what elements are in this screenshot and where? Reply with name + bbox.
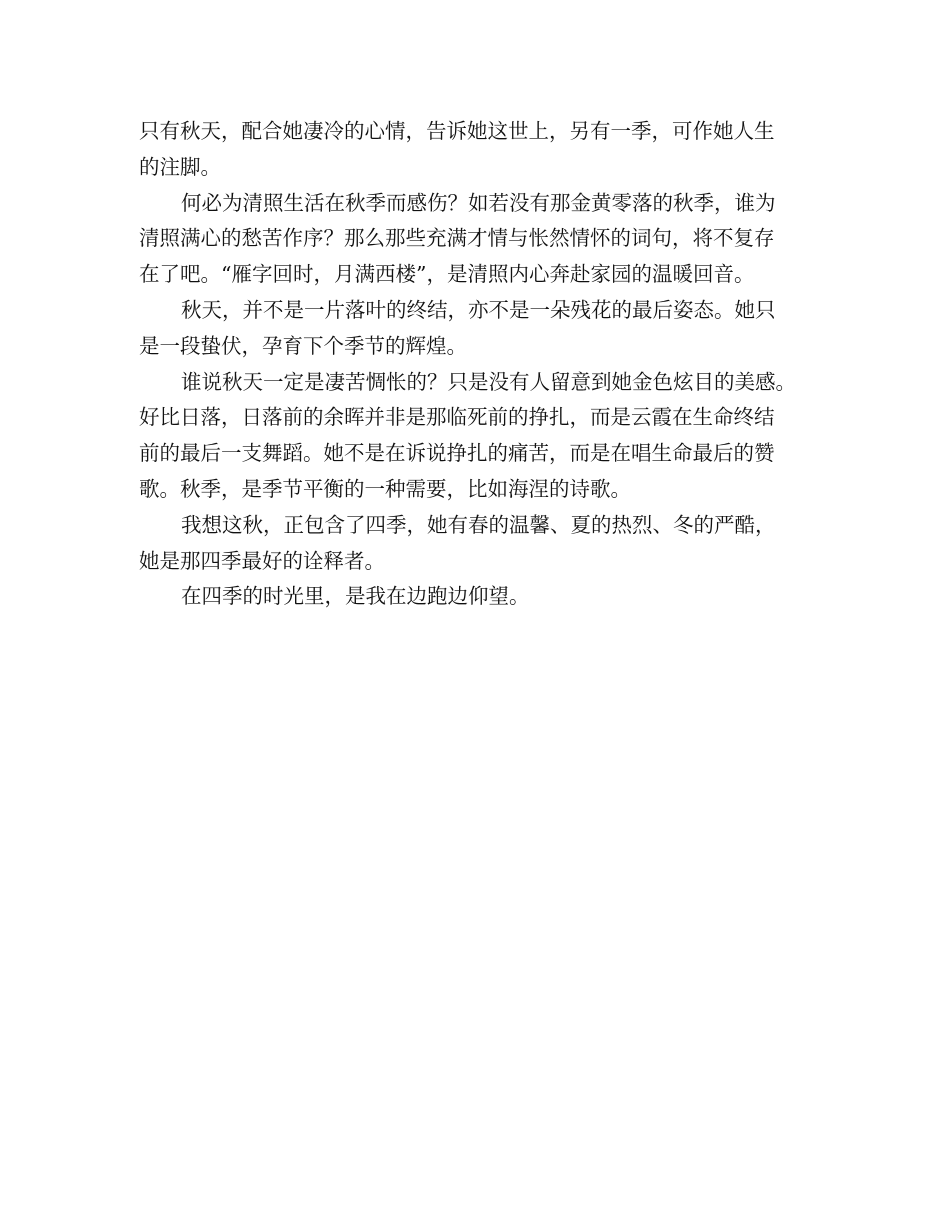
text-line: 歌。秋季，是季节平衡的一种需要，比如海涅的诗歌。 (139, 476, 631, 501)
text-line: 是一段蛰伏，孕育下个季节的辉煌。 (139, 333, 467, 358)
text-line: 谁说秋天一定是凄苦惆怅的？只是没有人留意到她金色炫目的美感。 (181, 369, 796, 394)
text-line: 好比日落，日落前的余晖并非是那临死前的挣扎，而是云霞在生命终结 (139, 405, 775, 430)
text-line: 前的最后一支舞蹈。她不是在诉说挣扎的痛苦，而是在唱生命最后的赞 (139, 441, 775, 466)
text-line: 在四季的时光里，是我在边跑边仰望。 (181, 584, 530, 609)
text-line: 何必为清照生活在秋季而感伤？如若没有那金黄零落的秋季，谁为 (181, 190, 776, 215)
text-line: 在了吧。“雁字回时，月满西楼”，是清照内心奔赴家园的温暖回音。 (139, 262, 755, 287)
text-line: 清照满心的愁苦作序？那么那些充满才情与怅然情怀的词句，将不复存 (139, 226, 775, 251)
body-text (139, 114, 814, 615)
text-line: 我想这秋，正包含了四季，她有春的温馨、夏的热烈、冬的严酷， (181, 512, 776, 537)
text-line: 的注脚。 (139, 154, 221, 179)
text-line: 只有秋天，配合她凄冷的心情，告诉她这世上，另有一季，可作她人生 (139, 119, 775, 143)
text-line: 秋天，并不是一片落叶的终结，亦不是一朵残花的最后姿态。她只 (181, 297, 776, 322)
text-line: 她是那四季最好的诠释者。 (139, 548, 385, 573)
